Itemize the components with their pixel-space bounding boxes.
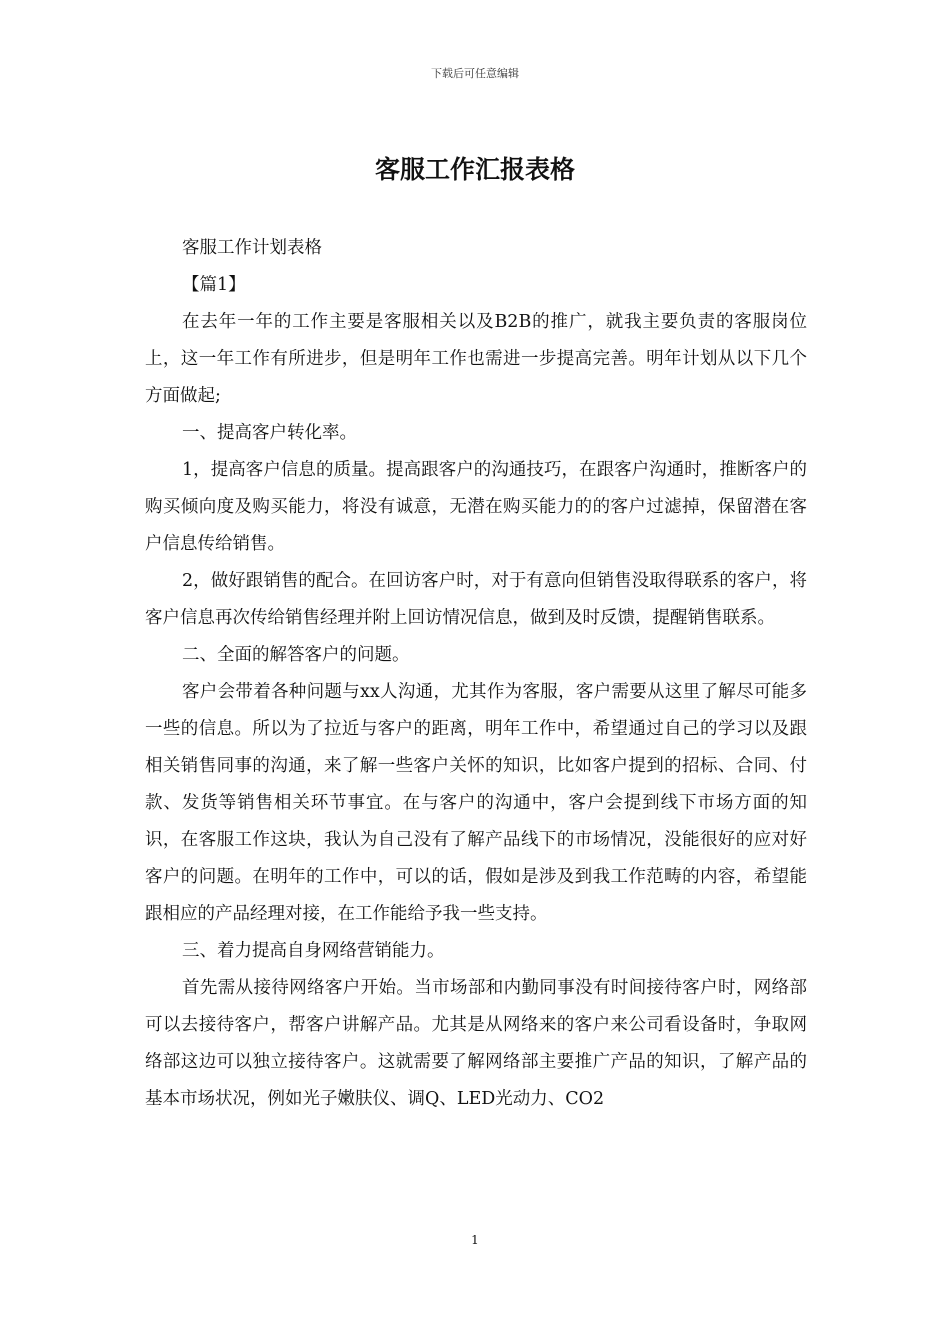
section-label-part-1: 【篇1】	[182, 275, 246, 295]
paragraph-point-1-2: 2，做好跟销售的配合。在回访客户时，对于有意向但销售没取得联系的客户，将客户信息再次传给销售经理并附上回访情况信息，做到及时反馈，提醒销售联系。	[145, 571, 807, 628]
heading-point-3: 三、着力提高自身网络营销能力。	[182, 941, 445, 961]
paragraph-intro: 在去年一年的工作主要是客服相关以及B2B的推广，就我主要负责的客服岗位上，这一年工作有所进步，但是明年工作也需进一步提高完善。明年计划从以下几个方面做起;	[145, 312, 807, 406]
header-note: 下载后可任意编辑	[431, 67, 519, 80]
paragraph-point-3: 首先需从接待网络客户开始。当市场部和内勤同事没有时间接待客户时，网络部可以去接待客户，帮客户讲解产品。尤其是从网络来的客户来公司看设备时，争取网络部这边可以独立接待客户。这就需要了解网络部主要推广产品的知识，了解产品的基本市场状况，例如光子嫩肤仪、调Q、LED光动力、CO2	[145, 978, 807, 1109]
heading-point-2: 二、全面的解答客户的问题。	[182, 645, 410, 665]
paragraph-point-2: 客户会带着各种问题与xx人沟通，尤其作为客服，客户需要从这里了解尽可能多一些的信息。所以为了拉近与客户的距离，明年工作中，希望通过自己的学习以及跟相关销售同事的沟通，来了解一些客户关怀的知识，比如客户提到的招标、合同、付款、发货等销售相关环节事宜。在与客户的沟通中，客户会提到线下市场方面的知识，在客服工作这块，我认为自己没有了解产品线下的市场情况，没能很好的应对好客户的问题。在明年的工作中，可以的话，假如是涉及到我工作范畴的内容，希望能跟相应的产品经理对接，在工作能给予我一些支持。	[145, 682, 807, 924]
document-title: 客服工作汇报表格	[374, 155, 575, 184]
section-heading-plan-table: 客服工作计划表格	[182, 238, 322, 258]
document-body	[145, 230, 807, 1118]
heading-point-1: 一、提高客户转化率。	[182, 423, 357, 443]
page-number: 1	[471, 1233, 479, 1247]
paragraph-point-1-1: 1，提高客户信息的质量。提高跟客户的沟通技巧，在跟客户沟通时，推断客户的购买倾向度及购买能力，将没有诚意，无潜在购买能力的的客户过滤掉，保留潜在客户信息传给销售。	[145, 460, 807, 554]
